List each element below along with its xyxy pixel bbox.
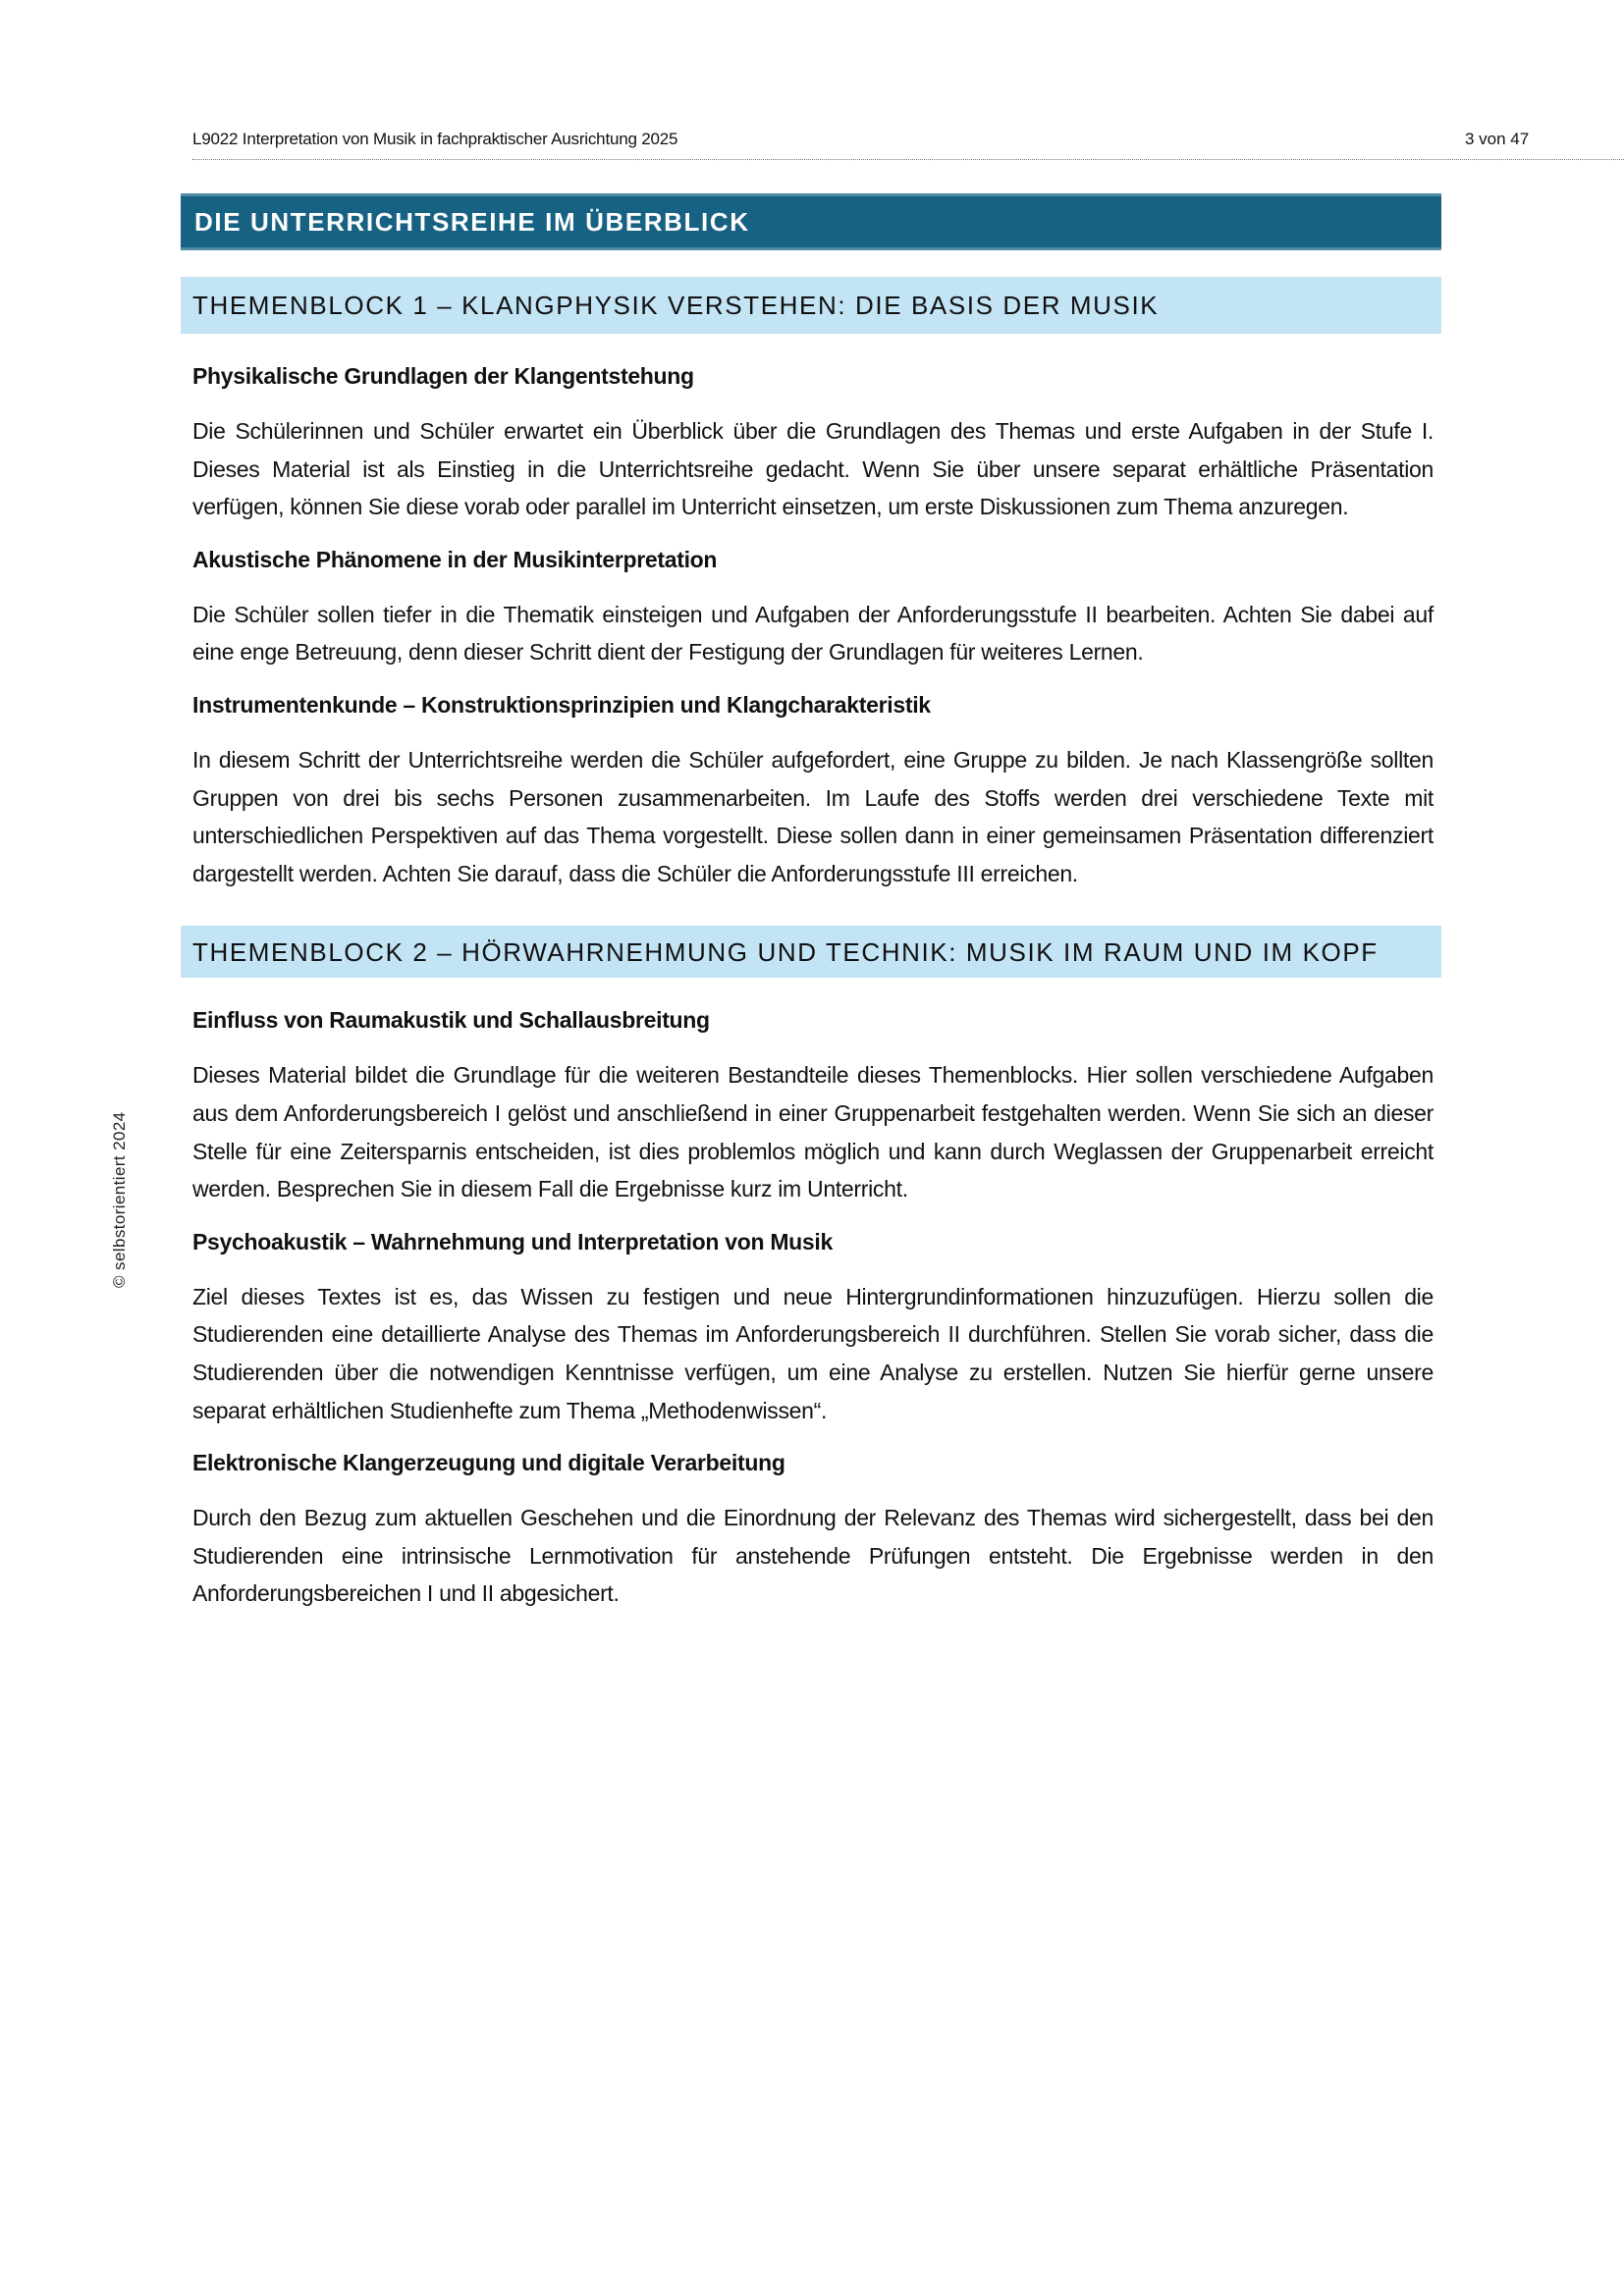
- block-heading: THEMENBLOCK 1 – KLANGPHYSIK VERSTEHEN: DIE BASIS DER MUSIK: [181, 277, 1441, 334]
- block-heading: THEMENBLOCK 2 – HÖRWAHRNEHMUNG UND TECHNIK: MUSIK IM RAUM UND IM KOPF: [181, 926, 1441, 978]
- section-heading: Instrumentenkunde – Konstruktionsprinzipien und Klangcharakteristik: [192, 691, 931, 718]
- section-text: Durch den Bezug zum aktuellen Geschehen und die Einordnung der Relevanz des Themas wird sichergestellt, dass bei den Studierenden eine intrinsische Lernmotivation für anstehende Prüfungen entsteht. Die Ergebnisse werden in den Anforderungsbereichen I und II abgesichert.: [192, 1505, 1434, 1607]
- page-content: [181, 193, 1441, 1613]
- themenblock-2: [181, 926, 1441, 1613]
- section-text: Dieses Material bildet die Grundlage für die weiteren Bestandteile dieses Themenblocks. Hier sollen verschiedene Aufgaben aus dem Anforderungsbereich I gelöst und anschließend in einer Gruppenarbeit festgehalten werden. Wenn Sie sich an dieser Stelle für eine Zeitersparnis entscheiden, ist dies problemlos möglich und kann durch Weglassen der Gruppenarbeit erreicht werden. Besprechen Sie in diesem Fall die Ergebnisse kurz im Unterricht.: [192, 1062, 1434, 1202]
- themenblock-1: [181, 277, 1441, 892]
- page-header: [192, 126, 1624, 160]
- section-heading: Psychoakustik – Wahrnehmung und Interpretation von Musik: [192, 1228, 833, 1255]
- page-number: 3 von 47: [1465, 130, 1530, 148]
- section-text: Ziel dieses Textes ist es, das Wissen zu festigen und neue Hintergrundinformationen hinzuzufügen. Hierzu sollen die Studierenden eine detaillierte Analyse des Themas im Anforderungsbereich II durchführen. Stellen Sie vorab sicher, dass die Studierenden über die notwendigen Kenntnisse verfügen, um eine Analyse zu erstellen. Nutzen Sie hierfür gerne unsere separat erhältlichen Studienhefte zum Thema „Methodenwissen“.: [192, 1283, 1434, 1423]
- section-text: Die Schüler sollen tiefer in die Thematik einsteigen und Aufgaben der Anforderungsstufe II bearbeiten. Achten Sie dabei auf eine enge Betreuung, denn dieser Schritt dient der Festigung der Grundlagen für weiteres Lernen.: [192, 601, 1434, 666]
- section-heading: Akustische Phänomene in der Musikinterpretation: [192, 546, 718, 572]
- main-heading: DIE UNTERRICHTSREIHE IM ÜBERBLICK: [181, 193, 1441, 250]
- section-heading: Physikalische Grundlagen der Klangentstehung: [192, 363, 694, 389]
- section-heading: Elektronische Klangerzeugung und digitale Verarbeitung: [192, 1450, 785, 1476]
- document-title: L9022 Interpretation von Musik in fachpraktischer Ausrichtung 2025: [192, 130, 678, 148]
- section-heading: Einfluss von Raumakustik und Schallausbreitung: [192, 1007, 710, 1034]
- section-text: Die Schülerinnen und Schüler erwartet ein Überblick über die Grundlagen des Themas und erste Aufgaben in der Stufe I. Dieses Material ist als Einstieg in die Unterrichtsreihe gedacht. Wenn Sie über unsere separat erhältliche Präsentation verfügen, können Sie diese vorab oder parallel im Unterricht einsetzen, um erste Diskussionen zum Thema anzuregen.: [192, 418, 1434, 520]
- section-text: In diesem Schritt der Unterrichtsreihe werden die Schüler aufgefordert, eine Gruppe zu bilden. Je nach Klassengröße sollten Gruppen von drei bis sechs Personen zusammenarbeiten. Im Laufe des Stoffs werden drei verschiedene Texte mit unterschiedlichen Perspektiven auf das Thema vorgestellt. Diese sollen dann in einer gemeinsamen Präsentation differenziert dargestellt werden. Achten Sie darauf, dass die Schüler die Anforderungsstufe III erreichen.: [192, 746, 1434, 886]
- copyright-note: © selbstorientiert 2024: [110, 1111, 129, 1288]
